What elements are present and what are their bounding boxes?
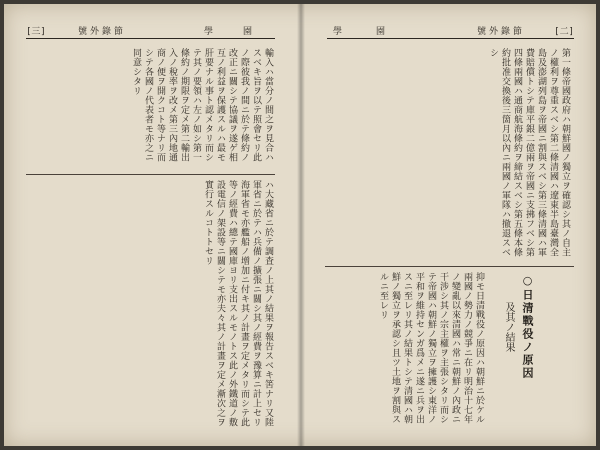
left-divider (26, 174, 275, 175)
left-lower-text-block: ハ大藏省ニ於テ調査ノ上其ノ結果ヲ報告スベキ筈ナリ又陸軍省ニ於テハ兵備ノ擴張ニ關シ其ノ經費ヲ豫算ニ計上セリ海軍省モ亦艦船ノ增加ニ付キ其ノ計畫ヲ定メタリ而シテ此等ノ經費ハ總テ國庫ヨリ支出スルモノトス此ノ外鐵道ノ敷設電信ノ架設等ニ關シテモ亦夫々其ノ計畫ヲ定メ漸次之ヲ實行スルコトトセリ (203, 180, 273, 427)
right-header-title: 學園 (333, 27, 420, 37)
book-spread (4, 4, 596, 446)
right-series-title: 號外錄節 (477, 27, 526, 37)
right-page (305, 4, 596, 446)
right-page-number: [二] (554, 27, 574, 37)
left-page (4, 4, 297, 446)
left-series-title: 號外錄節 (78, 27, 127, 37)
left-page-header (26, 22, 283, 39)
book-gutter (297, 4, 305, 446)
right-lower-text-left: 抑モ日清戰役ノ原因ハ朝鮮ニ於ケル兩國ノ勢力ノ競爭ニ在リ明治十七年ノ變亂以來清國ハ常ニ朝鮮ノ內政ニ干涉シ其ノ宗主權ヲ主張シタリ而シテ帝國ハ朝鮮ノ獨立ヲ擁護シ東洋ノ平和ヲ維持センガ爲メニ遂ニ兵ヲ出スニ至レリ其ノ結果トシテ清國ハ朝鮮ノ獨立ヲ承認シ且ツ土地ヲ割與スルニ至レリ (378, 272, 484, 424)
right-page-header (327, 22, 574, 39)
right-divider (325, 266, 574, 267)
left-header-title: 學園 (204, 27, 283, 37)
section-subtitle: 及其ノ結果 (503, 302, 514, 352)
left-page-number: [三] (26, 27, 46, 37)
section-title: ○日清戰役ノ原因 (521, 274, 534, 380)
right-upper-text-block: 第一條帝國政府ハ朝鮮國ノ獨立ヲ確認シ其ノ自主ノ權利ヲ尊重スベシ第二條清國ハ遼東半島臺灣全島及澎湖列島ヲ帝國ニ割與スベシ第三條清國ハ軍費賠償トシテ庫平銀二億兩ヲ帝國ニ支拂フベシ第四條兩國ハ通商航海條約ヲ締結スベシ第五條本條約批准交換後三箇月以內ニ兩國ノ軍隊ハ撤退スベシ (488, 48, 570, 257)
left-upper-text-block: 輸入ハ當分ノ間之ヲ見合ハスベキ旨ヲ以テ照會セリ此ノ際彼我ノ間ニ於テ條約ノ改正ニ關シテ協議ヲ遂ゲ相互ノ利益ヲ保護スルハ最モ肝要ナル事ト認メタリ而シテ其ノ要領ハ左ノ如シ第一條約ノ期限ヲ定メ第二輸出入ノ稅率ヲ改メ第三內地通商ノ便ヲ開クコト等ナリ而シテ各國ノ代表者モ亦之ニ同意シタリ (131, 48, 273, 162)
